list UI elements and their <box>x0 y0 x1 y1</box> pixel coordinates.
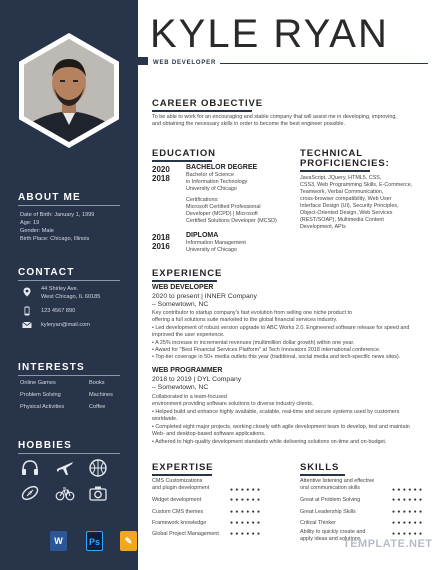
technical-line: Object-Oriented Design, Web Services <box>300 210 393 216</box>
skill-rating: ● ● ● ● ● ● <box>392 531 423 537</box>
about-age: Age: 19 <box>20 220 40 226</box>
job-detail: Web- and desktop-based software applications. <box>152 431 266 437</box>
expertise-label: Widget development <box>152 497 202 503</box>
interests-divider <box>18 375 120 376</box>
interest-item: Coffee <box>89 404 106 410</box>
technical-title-line2: PROFICIENCIES: <box>300 158 390 169</box>
job-title: WEB DEVELOPER <box>152 284 214 291</box>
expertise-label: and plugin development <box>152 485 210 491</box>
certification-detail: Certifications: <box>186 197 219 203</box>
technical-line: Teamwork, Verbal Communication, <box>300 189 384 195</box>
contact-phone[interactable]: 123 4567 890 <box>41 308 76 314</box>
skill-label: Great Leadership Skills <box>300 509 356 515</box>
contact-email[interactable]: kyleryan@mail.com <box>41 322 90 328</box>
technical-line: Development, APIs <box>300 224 346 230</box>
technical-line: Interface Design (UI), Security Principles, <box>300 203 399 209</box>
about-divider <box>18 205 120 206</box>
camera-icon <box>88 483 108 503</box>
about-title: ABOUT ME <box>18 192 81 203</box>
diploma-detail: Information Management <box>186 240 246 246</box>
interests-title: INTERESTS <box>18 362 85 373</box>
interest-item: Problem Solving <box>20 392 61 398</box>
expertise-rating: ● ● ● ● ● ● <box>230 531 261 537</box>
skill-label: oral communication skills <box>300 485 360 491</box>
job-detail: • Helped build and enhance highly available, scalable, real-time and secure systems used by customers <box>152 409 400 415</box>
expertise-label: Global Project Management <box>152 531 219 537</box>
skill-label: Attentive listening and effective <box>300 478 375 484</box>
technical-divider <box>300 170 370 172</box>
airplane-icon <box>55 458 75 478</box>
contact-title: CONTACT <box>18 267 75 278</box>
experience-divider <box>152 280 217 282</box>
job-detail: • A 25% increase in incremental revenues (multimillion dollar growth) within one year. <box>152 340 355 346</box>
degree-detail: University of Chicago <box>186 186 237 192</box>
job-detail: Collaborated in a team-focused <box>152 394 227 400</box>
candidate-role: WEB DEVELOPER <box>153 60 217 66</box>
education-year-start: 2016 <box>152 242 170 251</box>
career-objective-title: CAREER OBJECTIVE <box>152 98 264 109</box>
skills-divider <box>300 474 345 476</box>
job-detail: Key contributor to startup company's fast evolution from selling one niche product to <box>152 310 352 316</box>
sidebar <box>0 0 138 570</box>
job-company: 2018 to 2019 | DYL Company <box>152 376 242 383</box>
job-detail: worldwide. <box>152 416 178 422</box>
degree-title: BACHELOR DEGREE <box>186 164 258 171</box>
education-divider <box>152 160 212 162</box>
job-detail: • Adhered to high-quality development standards while delivering solutions on-time and on-budget. <box>152 439 387 445</box>
expertise-title: EXPERTISE <box>152 462 214 473</box>
experience-title: EXPERIENCE <box>152 268 223 279</box>
about-birthplace: Birth Place: Chicago, Illinois <box>20 236 90 242</box>
education-year-start: 2018 <box>152 174 170 183</box>
football-icon <box>20 483 40 503</box>
expertise-rating: ● ● ● ● ● ● <box>230 509 261 515</box>
skill-label: Great at Problem Solving <box>300 497 361 503</box>
skill-rating: ● ● ● ● ● ● <box>392 520 423 526</box>
headphones-icon <box>20 458 40 478</box>
interest-item: Books <box>89 380 105 386</box>
hobbies-divider <box>18 453 120 454</box>
contact-divider <box>18 280 120 281</box>
expertise-rating: ● ● ● ● ● ● <box>230 520 261 526</box>
interest-item: Machines <box>89 392 113 398</box>
career-divider <box>152 110 252 112</box>
certification-detail: Certified Solutions Developer (MCSD) <box>186 218 277 224</box>
certification-detail: Developer (MCPD) | Microsoft <box>186 211 258 217</box>
profile-photo <box>19 33 119 148</box>
career-text-line2: and obtaining the necessary skills in order to become the best engineer possible. <box>152 121 345 127</box>
job-detail: offering a full solutions suite marketed to the global financial services industry. <box>152 317 338 323</box>
sketch-app-icon: ✎ <box>120 531 137 551</box>
expertise-rating: ● ● ● ● ● ● <box>230 497 261 503</box>
photoshop-app-icon: Ps <box>86 531 103 551</box>
skill-label: apply ideas and solutions <box>300 536 361 542</box>
technical-line: CSS3, Web Programming Skills, E-Commerce, <box>300 182 413 188</box>
skill-label: Ability to quickly create and <box>300 529 366 535</box>
skill-rating: ● ● ● ● ● ● <box>392 497 423 503</box>
role-divider <box>220 63 428 64</box>
job-detail: • Led development of robust version upgrade to ABC Works 2.0. Engineered software release for speed and <box>152 325 410 331</box>
interest-item: Online Games <box>20 380 56 386</box>
job-location: – Somewtown, NC <box>152 301 209 308</box>
degree-detail: in Information Technology <box>186 179 248 185</box>
education-title: EDUCATION <box>152 148 216 159</box>
expertise-label: CMS Customizations <box>152 478 203 484</box>
technical-line: cross-browser compatibility, Web User <box>300 196 392 202</box>
degree-detail: Bachelor of Science <box>186 172 234 178</box>
bicycle-icon <box>55 483 75 503</box>
technical-title-line1: TECHNICAL <box>300 148 363 159</box>
email-icon <box>22 320 32 330</box>
contact-address-line1: 44 Shirley Ave. <box>41 286 79 292</box>
job-detail: environment providing software solutions to diverse industry clients. <box>152 401 314 407</box>
expertise-rating: ● ● ● ● ● ● <box>230 487 261 493</box>
candidate-name: KYLE RYAN <box>150 12 389 56</box>
expertise-label: Custom CMS themes <box>152 509 204 515</box>
skill-label: Critical Thinker <box>300 520 336 526</box>
diploma-detail: University of Chicago <box>186 247 237 253</box>
job-detail: • Completed eight major projects, working closely with agile development team to develop, test and maintain <box>152 424 410 430</box>
phone-icon <box>22 306 32 316</box>
technical-line: JavaScript, JQuery, HTML5, CSS, <box>300 175 382 181</box>
word-app-icon: W <box>50 531 67 551</box>
education-year-end: 2020 <box>152 165 170 174</box>
interest-item: Physical Activities <box>20 404 65 410</box>
skill-rating: ● ● ● ● ● ● <box>392 487 423 493</box>
about-gender: Gender: Male <box>20 228 54 234</box>
diploma-title: DIPLOMA <box>186 232 219 239</box>
location-pin-icon <box>22 287 32 297</box>
hobbies-title: HOBBIES <box>18 440 72 451</box>
expertise-label: Framework knowledge <box>152 520 207 526</box>
about-dob: Date of Birth: January 1, 1999 <box>20 212 95 218</box>
contact-address-line2: West Chicago, IL 60185 <box>41 294 101 300</box>
job-location: – Somewtown, NC <box>152 384 209 391</box>
basketball-icon <box>88 458 108 478</box>
job-detail: improved the user experience. <box>152 332 225 338</box>
job-title: WEB PROGRAMMER <box>152 367 223 374</box>
certification-detail: Microsoft Certified Professional <box>186 204 261 210</box>
role-accent <box>138 57 148 65</box>
job-detail: • Top-tier coverage in 50+ media outlets this year (traditional, social media and tech-specific news sites). <box>152 354 401 360</box>
watermark: TEMPLATE.NET <box>343 538 433 550</box>
skills-title: SKILLS <box>300 462 340 473</box>
career-text-line1: To be able to work for an encouraging and stable company that will assist me in developing, improving, <box>152 114 397 120</box>
technical-line: (REST/SOAP), Multimedia Content <box>300 217 384 223</box>
job-company: 2020 to present | INNER Company <box>152 293 257 300</box>
education-year-end: 2018 <box>152 233 170 242</box>
expertise-divider <box>152 474 212 476</box>
skill-rating: ● ● ● ● ● ● <box>392 509 423 515</box>
job-detail: • Award for "Best Financial Services Platform" at Tech Innovators 2018 international conference. <box>152 347 381 353</box>
